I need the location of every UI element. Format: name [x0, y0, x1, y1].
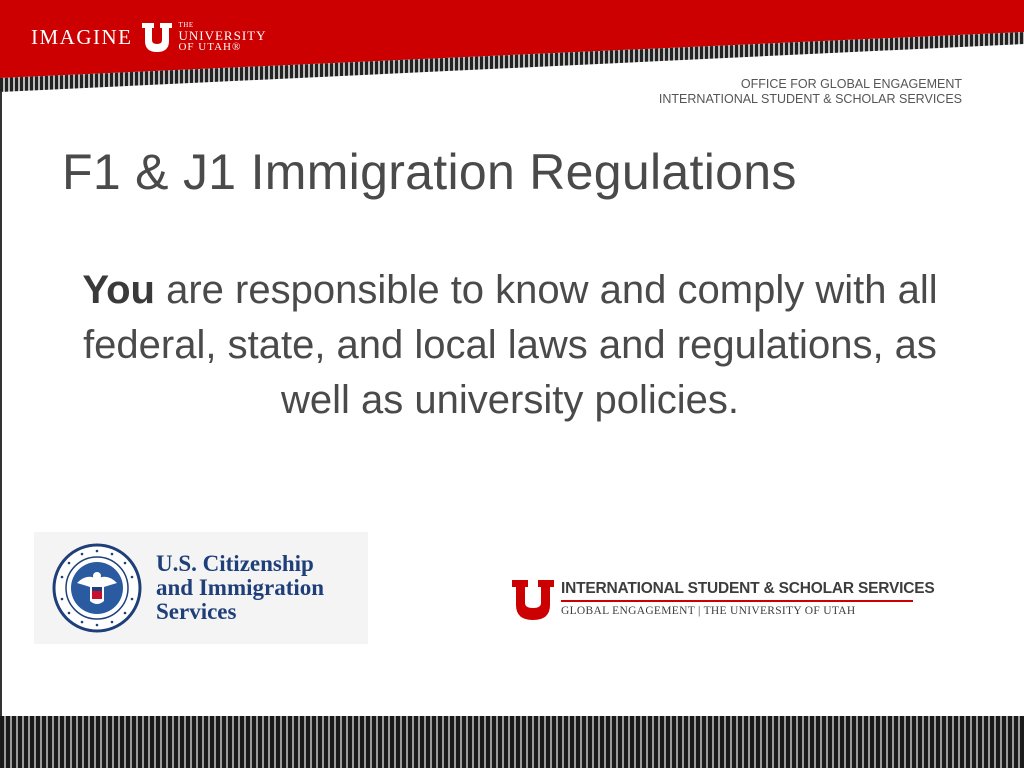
imagine-wordmark: IMAGINE: [31, 24, 133, 49]
uscis-line-1: U.S. Citizenship: [156, 551, 314, 576]
footer-stripe-bar: [0, 716, 1024, 768]
uscis-logo: [34, 532, 368, 644]
uscis-line-2: and Immigration: [156, 575, 325, 600]
uscis-wordmark: [156, 552, 324, 624]
isss-logo: [511, 578, 935, 624]
isss-line-2: GLOBAL ENGAGEMENT | THE UNIVERSITY OF UTAH: [561, 605, 856, 617]
university-the: THE: [178, 20, 194, 29]
office-line-1: OFFICE FOR GLOBAL ENGAGEMENT: [740, 77, 962, 91]
dhs-seal-icon: [52, 543, 142, 633]
isss-line-1: INTERNATIONAL STUDENT & SCHOLAR SERVICES: [561, 580, 913, 602]
slide-title: F1 & J1 Immigration Regulations: [62, 144, 797, 200]
university-wordmark: [178, 22, 266, 53]
office-line-2: INTERNATIONAL STUDENT & SCHOLAR SERVICES: [658, 92, 962, 106]
slide-body: [70, 263, 950, 428]
imagine-university-logo[interactable]: [31, 17, 266, 57]
university-of-utah: OF UTAH®: [178, 40, 242, 53]
isss-wordmark: [561, 578, 935, 617]
body-text: are responsible to know and comply with all federal, state, and local laws and regulations, as well as university policies.: [83, 268, 938, 422]
uscis-line-3: Services: [156, 599, 237, 624]
left-edge-line: [0, 92, 2, 716]
block-u-icon: [140, 20, 174, 54]
footer-stripes: [0, 716, 1024, 768]
office-heading: [659, 77, 962, 107]
block-u-icon: [511, 578, 555, 622]
body-emphasis: You: [82, 268, 155, 312]
university-name: UNIVERSITY: [178, 27, 267, 43]
